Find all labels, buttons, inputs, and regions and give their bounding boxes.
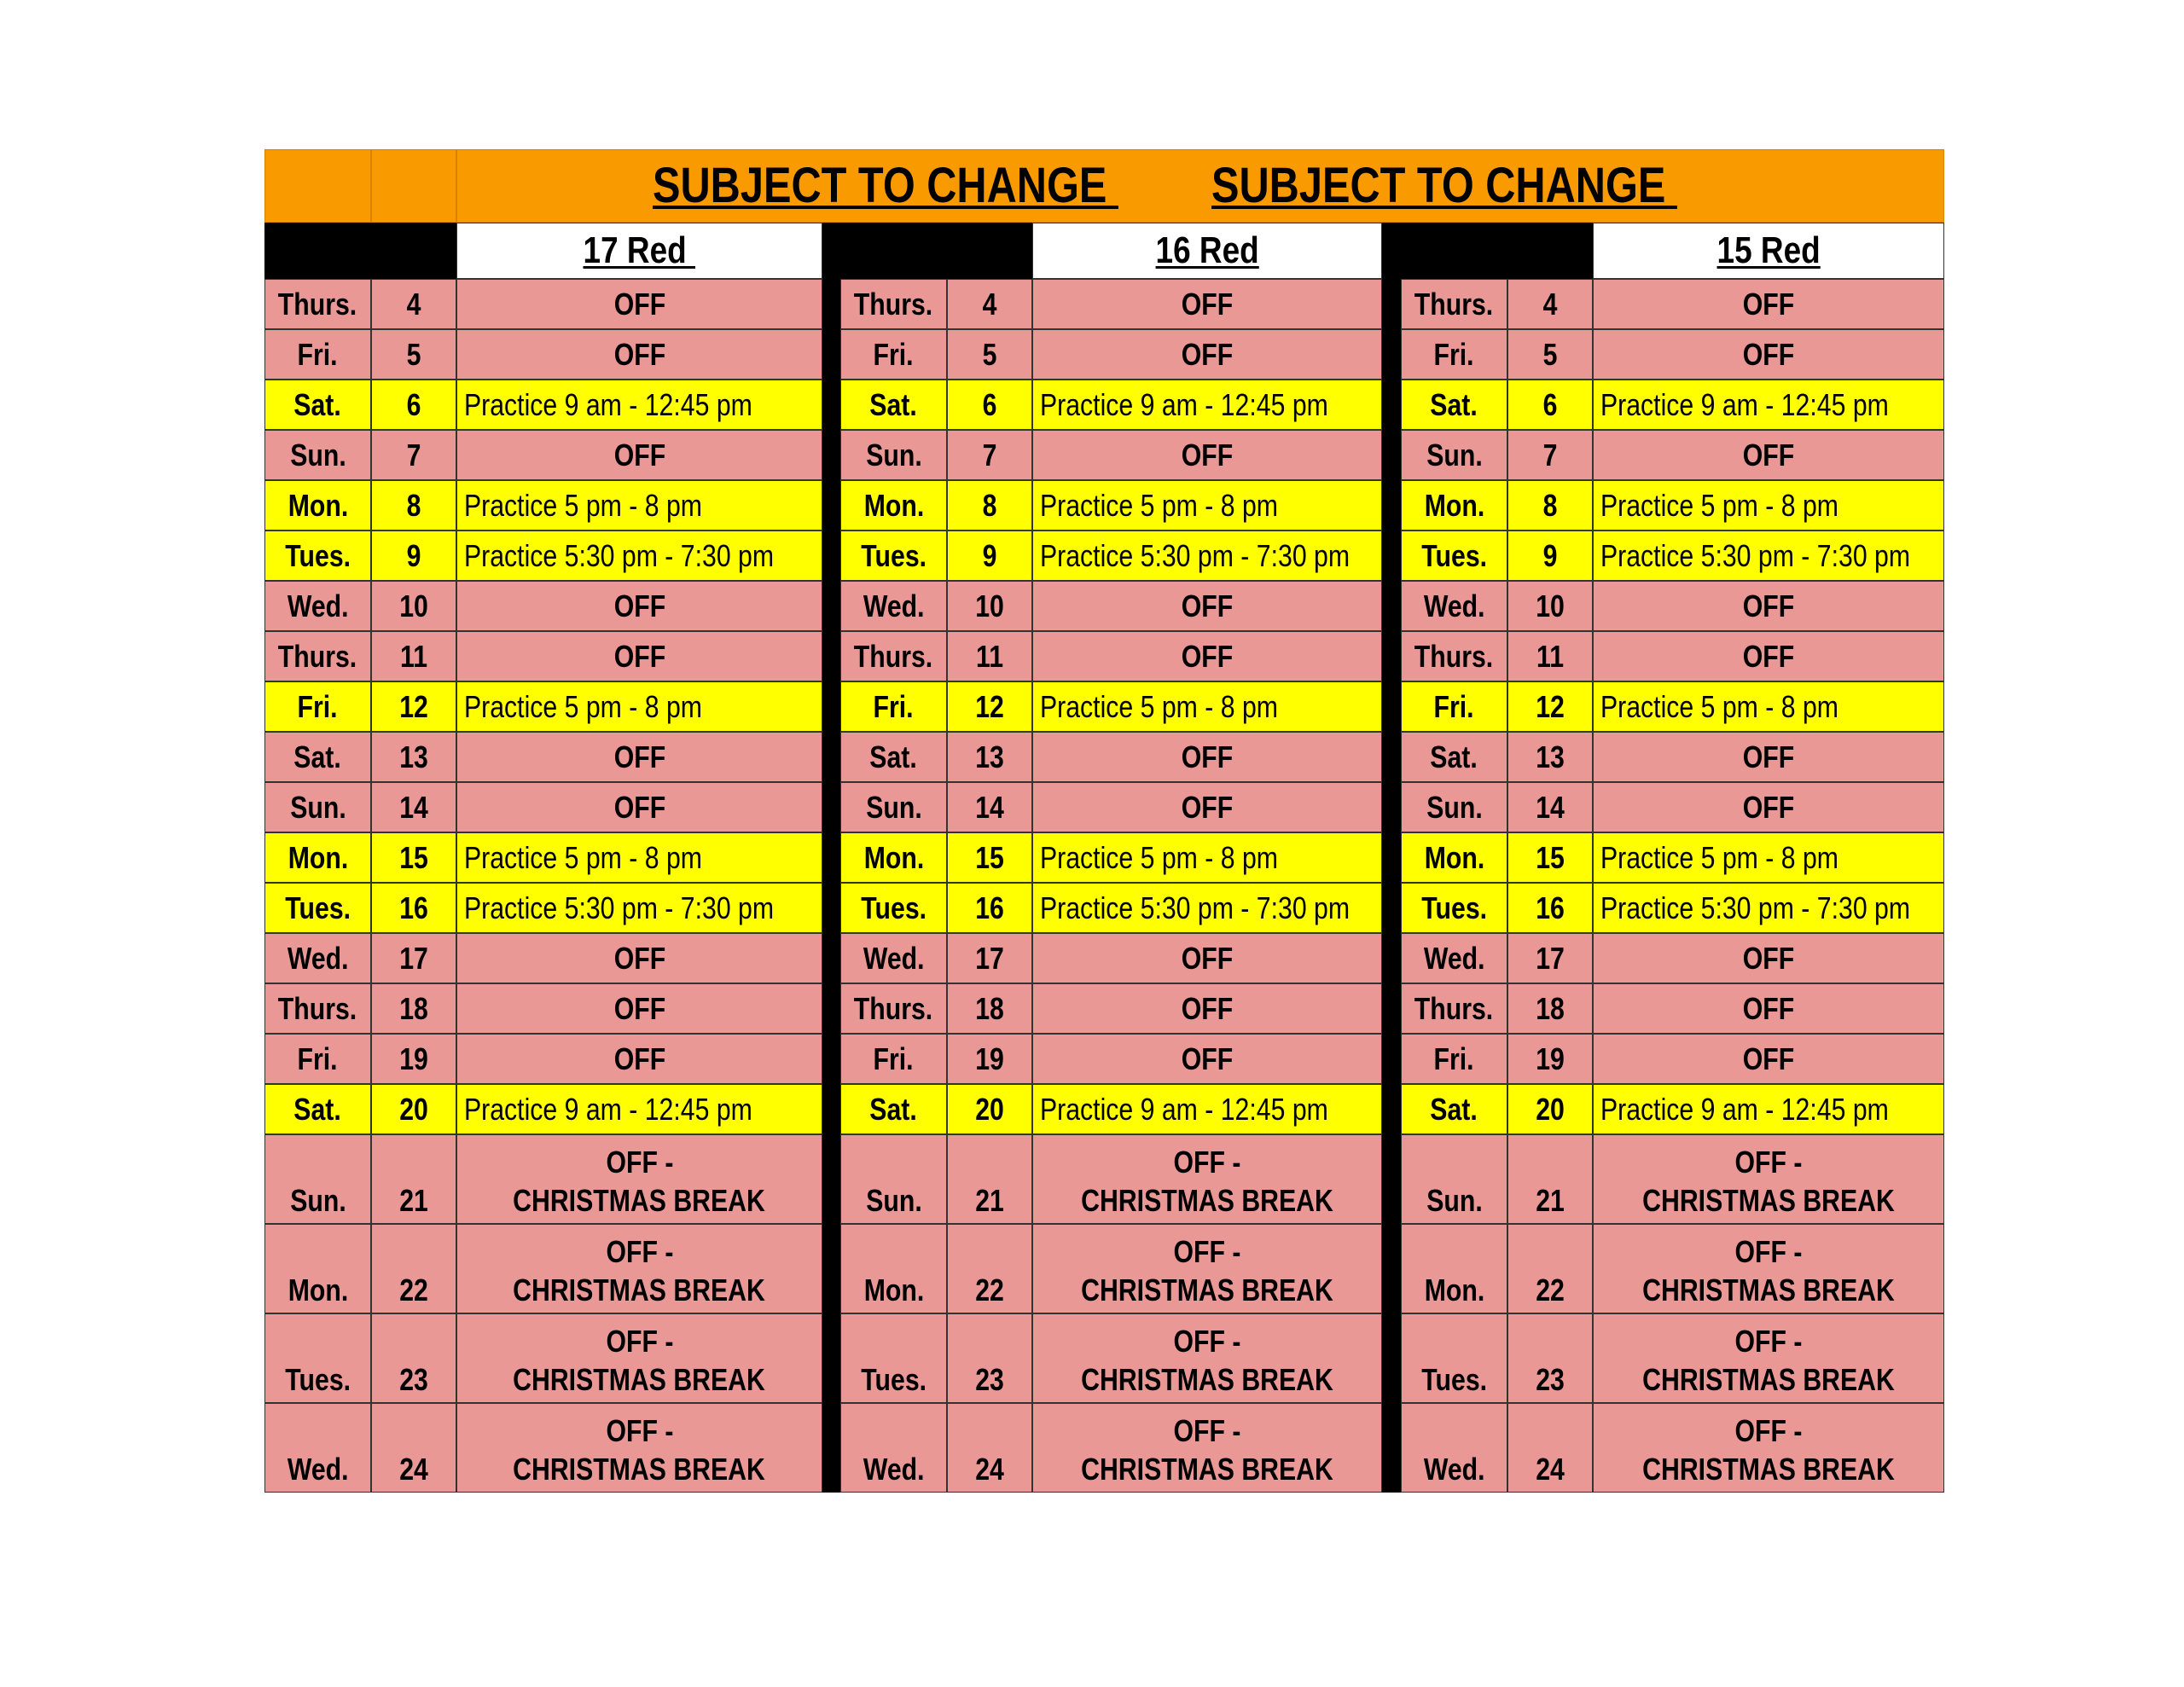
date-number-cell: 22 (1507, 1224, 1593, 1313)
date-number-cell: 21 (1507, 1134, 1593, 1224)
team-header-spacer (264, 223, 456, 279)
date-number-cell: 6 (371, 380, 456, 430)
date-number-cell: 15 (371, 832, 456, 883)
day-name-cell: Mon. (1401, 1224, 1507, 1313)
date-number-cell: 17 (947, 933, 1032, 983)
activity-cell-15-red: OFF - CHRISTMAS BREAK (1593, 1313, 1944, 1403)
day-name-cell: Sat. (840, 1084, 947, 1134)
date-number-cell: 6 (1507, 380, 1593, 430)
day-name-cell: Mon. (1401, 832, 1507, 883)
date-number-cell: 12 (1507, 681, 1593, 732)
day-name-cell: Fri. (1401, 681, 1507, 732)
day-name-cell: Tues. (1401, 1313, 1507, 1403)
activity-cell-15-red: Practice 5:30 pm - 7:30 pm (1593, 530, 1944, 581)
date-number-cell: 16 (371, 883, 456, 933)
day-name-cell: Mon. (264, 1224, 371, 1313)
activity-cell-16-red: OFF - CHRISTMAS BREAK (1032, 1134, 1382, 1224)
date-number-cell: 16 (1507, 883, 1593, 933)
activity-cell-15-red: Practice 5 pm - 8 pm (1593, 480, 1944, 530)
date-number-cell: 24 (947, 1403, 1032, 1493)
activity-cell-16-red: Practice 5 pm - 8 pm (1032, 480, 1382, 530)
activity-cell-17-red: Practice 9 am - 12:45 pm (456, 1084, 822, 1134)
date-number-cell: 4 (371, 279, 456, 329)
activity-cell-17-red: OFF (456, 933, 822, 983)
date-number-cell: 24 (371, 1403, 456, 1493)
date-number-cell: 7 (947, 430, 1032, 480)
activity-cell-15-red: OFF - CHRISTMAS BREAK (1593, 1224, 1944, 1313)
activity-cell-17-red: Practice 5:30 pm - 7:30 pm (456, 883, 822, 933)
day-name-cell: Mon. (264, 832, 371, 883)
team-header-15-red: 15 Red (1593, 223, 1944, 279)
activity-cell-17-red: Practice 9 am - 12:45 pm (456, 380, 822, 430)
date-number-cell: 21 (371, 1134, 456, 1224)
date-number-cell: 20 (1507, 1084, 1593, 1134)
date-number-cell: 18 (1507, 983, 1593, 1034)
header-day-cell (264, 149, 371, 223)
day-name-cell: Sun. (264, 782, 371, 832)
activity-cell-15-red: OFF (1593, 732, 1944, 782)
activity-cell-16-red: Practice 5:30 pm - 7:30 pm (1032, 883, 1382, 933)
date-number-cell: 10 (1507, 581, 1593, 631)
day-name-cell: Sun. (840, 782, 947, 832)
date-number-cell: 19 (947, 1034, 1032, 1084)
activity-cell-15-red: OFF (1593, 329, 1944, 380)
day-name-cell: Thurs. (1401, 631, 1507, 681)
day-name-cell: Wed. (264, 581, 371, 631)
date-number-cell: 10 (947, 581, 1032, 631)
day-name-cell: Wed. (1401, 933, 1507, 983)
activity-cell-16-red: Practice 9 am - 12:45 pm (1032, 1084, 1382, 1134)
schedule-sheet (264, 149, 1944, 1490)
date-number-cell: 7 (371, 430, 456, 480)
activity-cell-17-red: OFF (456, 983, 822, 1034)
activity-cell-17-red: Practice 5:30 pm - 7:30 pm (456, 530, 822, 581)
day-name-cell: Thurs. (840, 279, 947, 329)
date-number-cell: 11 (947, 631, 1032, 681)
date-number-cell: 9 (371, 530, 456, 581)
date-number-cell: 20 (371, 1084, 456, 1134)
date-number-cell: 22 (371, 1224, 456, 1313)
activity-cell-17-red: Practice 5 pm - 8 pm (456, 832, 822, 883)
subject-to-change-title-left: SUBJECT TO CHANGE (653, 157, 1118, 213)
date-number-cell: 23 (1507, 1313, 1593, 1403)
activity-cell-16-red: OFF (1032, 732, 1382, 782)
day-name-cell: Tues. (264, 1313, 371, 1403)
date-number-cell: 14 (947, 782, 1032, 832)
day-name-cell: Wed. (840, 933, 947, 983)
day-name-cell: Wed. (1401, 1403, 1507, 1493)
activity-cell-16-red: OFF (1032, 933, 1382, 983)
date-number-cell: 19 (1507, 1034, 1593, 1084)
team-header-17-red: 17 Red (456, 223, 822, 279)
day-name-cell: Fri. (1401, 329, 1507, 380)
day-name-cell: Tues. (1401, 883, 1507, 933)
day-name-cell: Thurs. (840, 983, 947, 1034)
activity-cell-15-red: Practice 5 pm - 8 pm (1593, 832, 1944, 883)
activity-cell-15-red: Practice 9 am - 12:45 pm (1593, 1084, 1944, 1134)
day-name-cell: Sun. (840, 430, 947, 480)
activity-cell-17-red: OFF (456, 631, 822, 681)
activity-cell-16-red: Practice 5:30 pm - 7:30 pm (1032, 530, 1382, 581)
day-name-cell: Sun. (1401, 430, 1507, 480)
date-number-cell: 23 (371, 1313, 456, 1403)
activity-cell-16-red: OFF (1032, 1034, 1382, 1084)
day-name-cell: Tues. (1401, 530, 1507, 581)
header-date-cell (371, 149, 456, 223)
activity-cell-16-red: Practice 5 pm - 8 pm (1032, 681, 1382, 732)
activity-cell-15-red: OFF (1593, 983, 1944, 1034)
day-name-cell: Tues. (264, 883, 371, 933)
day-name-cell: Sat. (840, 732, 947, 782)
date-number-cell: 5 (947, 329, 1032, 380)
date-number-cell: 21 (947, 1134, 1032, 1224)
date-number-cell: 17 (1507, 933, 1593, 983)
activity-cell-17-red: Practice 5 pm - 8 pm (456, 480, 822, 530)
subject-to-change-title-right: SUBJECT TO CHANGE (1211, 157, 1677, 213)
date-number-cell: 18 (947, 983, 1032, 1034)
day-name-cell: Fri. (264, 1034, 371, 1084)
day-name-cell: Thurs. (1401, 983, 1507, 1034)
date-number-cell: 19 (371, 1034, 456, 1084)
date-number-cell: 4 (1507, 279, 1593, 329)
day-name-cell: Tues. (264, 530, 371, 581)
day-name-cell: Tues. (840, 883, 947, 933)
activity-cell-16-red: OFF - CHRISTMAS BREAK (1032, 1313, 1382, 1403)
date-number-cell: 14 (1507, 782, 1593, 832)
day-name-cell: Fri. (840, 1034, 947, 1084)
activity-cell-15-red: OFF (1593, 782, 1944, 832)
activity-cell-17-red: OFF (456, 279, 822, 329)
activity-cell-15-red: OFF - CHRISTMAS BREAK (1593, 1403, 1944, 1493)
date-number-cell: 22 (947, 1224, 1032, 1313)
date-number-cell: 23 (947, 1313, 1032, 1403)
day-name-cell: Sat. (264, 380, 371, 430)
day-name-cell: Sat. (1401, 380, 1507, 430)
date-number-cell: 17 (371, 933, 456, 983)
date-number-cell: 13 (371, 732, 456, 782)
day-name-cell: Sun. (264, 1134, 371, 1224)
activity-cell-17-red: OFF (456, 329, 822, 380)
day-name-cell: Mon. (1401, 480, 1507, 530)
activity-cell-17-red: OFF (456, 430, 822, 480)
day-name-cell: Tues. (840, 530, 947, 581)
activity-cell-17-red: OFF (456, 782, 822, 832)
day-name-cell: Wed. (840, 581, 947, 631)
activity-cell-16-red: OFF (1032, 631, 1382, 681)
activity-cell-16-red: OFF - CHRISTMAS BREAK (1032, 1224, 1382, 1313)
activity-cell-15-red: OFF (1593, 279, 1944, 329)
activity-cell-16-red: OFF - CHRISTMAS BREAK (1032, 1403, 1382, 1493)
date-number-cell: 13 (1507, 732, 1593, 782)
date-number-cell: 9 (1507, 530, 1593, 581)
activity-cell-16-red: OFF (1032, 983, 1382, 1034)
activity-cell-16-red: OFF (1032, 782, 1382, 832)
day-name-cell: Mon. (840, 832, 947, 883)
team-header-spacer (1382, 223, 1593, 279)
day-name-cell: Wed. (840, 1403, 947, 1493)
date-number-cell: 5 (1507, 329, 1593, 380)
day-name-cell: Sat. (1401, 1084, 1507, 1134)
activity-cell-15-red: OFF (1593, 933, 1944, 983)
date-number-cell: 11 (1507, 631, 1593, 681)
activity-cell-15-red: OFF (1593, 581, 1944, 631)
activity-cell-17-red: OFF (456, 1034, 822, 1084)
day-name-cell: Fri. (264, 329, 371, 380)
date-number-cell: 9 (947, 530, 1032, 581)
date-number-cell: 24 (1507, 1403, 1593, 1493)
activity-cell-17-red: Practice 5 pm - 8 pm (456, 681, 822, 732)
date-number-cell: 12 (947, 681, 1032, 732)
activity-cell-15-red: OFF (1593, 1034, 1944, 1084)
day-name-cell: Thurs. (264, 983, 371, 1034)
date-number-cell: 4 (947, 279, 1032, 329)
date-number-cell: 6 (947, 380, 1032, 430)
day-name-cell: Thurs. (1401, 279, 1507, 329)
column-separator (822, 223, 840, 1493)
day-name-cell: Wed. (264, 933, 371, 983)
date-number-cell: 8 (1507, 480, 1593, 530)
day-name-cell: Mon. (264, 480, 371, 530)
date-number-cell: 10 (371, 581, 456, 631)
day-name-cell: Sat. (840, 380, 947, 430)
day-name-cell: Wed. (1401, 581, 1507, 631)
activity-cell-17-red: OFF (456, 732, 822, 782)
activity-cell-15-red: Practice 5 pm - 8 pm (1593, 681, 1944, 732)
activity-cell-16-red: OFF (1032, 329, 1382, 380)
activity-cell-17-red: OFF - CHRISTMAS BREAK (456, 1224, 822, 1313)
day-name-cell: Thurs. (264, 631, 371, 681)
day-name-cell: Thurs. (264, 279, 371, 329)
day-name-cell: Sat. (264, 1084, 371, 1134)
date-number-cell: 15 (947, 832, 1032, 883)
activity-cell-16-red: Practice 9 am - 12:45 pm (1032, 380, 1382, 430)
day-name-cell: Fri. (840, 681, 947, 732)
activity-cell-15-red: OFF - CHRISTMAS BREAK (1593, 1134, 1944, 1224)
day-name-cell: Tues. (840, 1313, 947, 1403)
day-name-cell: Fri. (840, 329, 947, 380)
date-number-cell: 20 (947, 1084, 1032, 1134)
activity-cell-16-red: Practice 5 pm - 8 pm (1032, 832, 1382, 883)
date-number-cell: 11 (371, 631, 456, 681)
activity-cell-16-red: OFF (1032, 279, 1382, 329)
activity-cell-15-red: Practice 5:30 pm - 7:30 pm (1593, 883, 1944, 933)
team-header-16-red: 16 Red (1032, 223, 1382, 279)
date-number-cell: 8 (371, 480, 456, 530)
team-header-spacer (822, 223, 1032, 279)
day-name-cell: Sun. (1401, 1134, 1507, 1224)
date-number-cell: 15 (1507, 832, 1593, 883)
activity-cell-17-red: OFF (456, 581, 822, 631)
day-name-cell: Sat. (1401, 732, 1507, 782)
day-name-cell: Sun. (264, 430, 371, 480)
date-number-cell: 8 (947, 480, 1032, 530)
activity-cell-15-red: Practice 9 am - 12:45 pm (1593, 380, 1944, 430)
activity-cell-15-red: OFF (1593, 430, 1944, 480)
date-number-cell: 7 (1507, 430, 1593, 480)
date-number-cell: 16 (947, 883, 1032, 933)
day-name-cell: Wed. (264, 1403, 371, 1493)
day-name-cell: Mon. (840, 480, 947, 530)
date-number-cell: 5 (371, 329, 456, 380)
day-name-cell: Sun. (1401, 782, 1507, 832)
column-separator (1382, 223, 1401, 1493)
activity-cell-16-red: OFF (1032, 581, 1382, 631)
activity-cell-17-red: OFF - CHRISTMAS BREAK (456, 1134, 822, 1224)
activity-cell-15-red: OFF (1593, 631, 1944, 681)
day-name-cell: Fri. (264, 681, 371, 732)
day-name-cell: Sun. (840, 1134, 947, 1224)
date-number-cell: 14 (371, 782, 456, 832)
activity-cell-17-red: OFF - CHRISTMAS BREAK (456, 1313, 822, 1403)
day-name-cell: Mon. (840, 1224, 947, 1313)
date-number-cell: 12 (371, 681, 456, 732)
day-name-cell: Sat. (264, 732, 371, 782)
day-name-cell: Fri. (1401, 1034, 1507, 1084)
day-name-cell: Thurs. (840, 631, 947, 681)
date-number-cell: 18 (371, 983, 456, 1034)
date-number-cell: 13 (947, 732, 1032, 782)
activity-cell-16-red: OFF (1032, 430, 1382, 480)
activity-cell-17-red: OFF - CHRISTMAS BREAK (456, 1403, 822, 1493)
